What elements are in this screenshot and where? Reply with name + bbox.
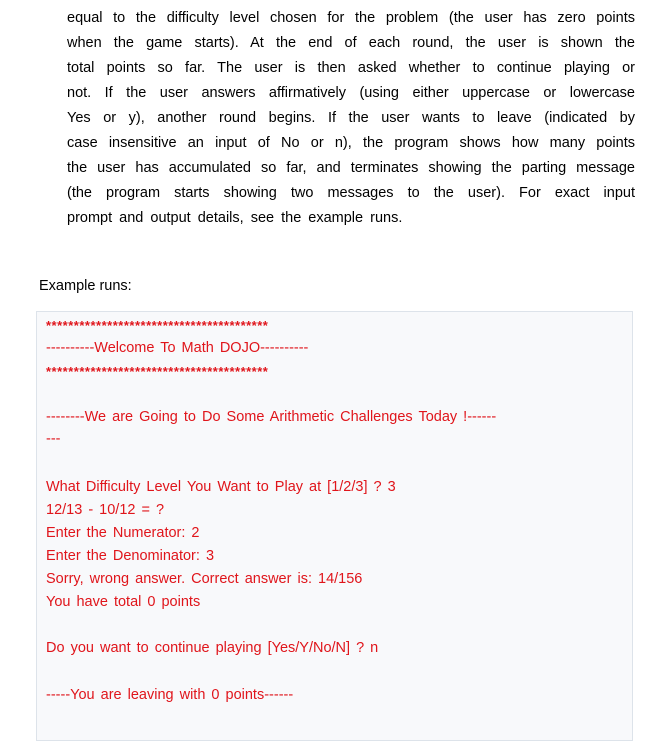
console-output-box — [36, 311, 633, 741]
console-stars-top: **************************************** — [46, 318, 269, 333]
console-stars-bottom: **************************************** — [46, 364, 269, 379]
description-line: case insensitive an input of No or n), the program shows how many points — [67, 135, 635, 151]
console-problem-line: 12/13 - 10/12 = ? — [46, 502, 165, 518]
console-welcome-line: ----------Welcome To Math DOJO---------- — [46, 340, 309, 356]
example-runs-heading: Example runs: — [39, 278, 132, 294]
console-denominator-prompt: Enter the Denominator: 3 — [46, 548, 215, 564]
console-leaving-line: -----You are leaving with 0 points------ — [46, 687, 294, 703]
console-continue-prompt: Do you want to continue playing [Yes/Y/No/N] ? n — [46, 640, 379, 656]
console-challenge-line-wrap: --- — [46, 431, 61, 447]
description-line: Yes or y), another round begins. If the user wants to leave (indicated by — [67, 110, 635, 126]
description-line: not. If the user answers affirmatively (using either uppercase or lowercase — [67, 85, 635, 101]
description-line: the user has accumulated so far, and terminates showing the parting message — [67, 160, 635, 176]
description-line: equal to the difficulty level chosen for the problem (the user has zero points — [67, 10, 635, 26]
console-numerator-prompt: Enter the Numerator: 2 — [46, 525, 200, 541]
description-line: prompt and output details, see the example runs. — [67, 210, 403, 226]
description-line: total points so far. The user is then asked whether to continue playing or — [67, 60, 635, 76]
console-total-points: You have total 0 points — [46, 594, 201, 610]
console-wrong-answer: Sorry, wrong answer. Correct answer is: 14/156 — [46, 571, 363, 587]
description-paragraph — [67, 6, 635, 231]
console-difficulty-prompt: What Difficulty Level You Want to Play at [1/2/3] ? 3 — [46, 479, 396, 495]
description-line: when the game starts). At the end of each round, the user is shown the — [67, 35, 635, 51]
console-challenge-line: --------We are Going to Do Some Arithmetic Challenges Today !------ — [46, 409, 497, 425]
description-line: (the program starts showing two messages to the user). For exact input — [67, 185, 635, 201]
